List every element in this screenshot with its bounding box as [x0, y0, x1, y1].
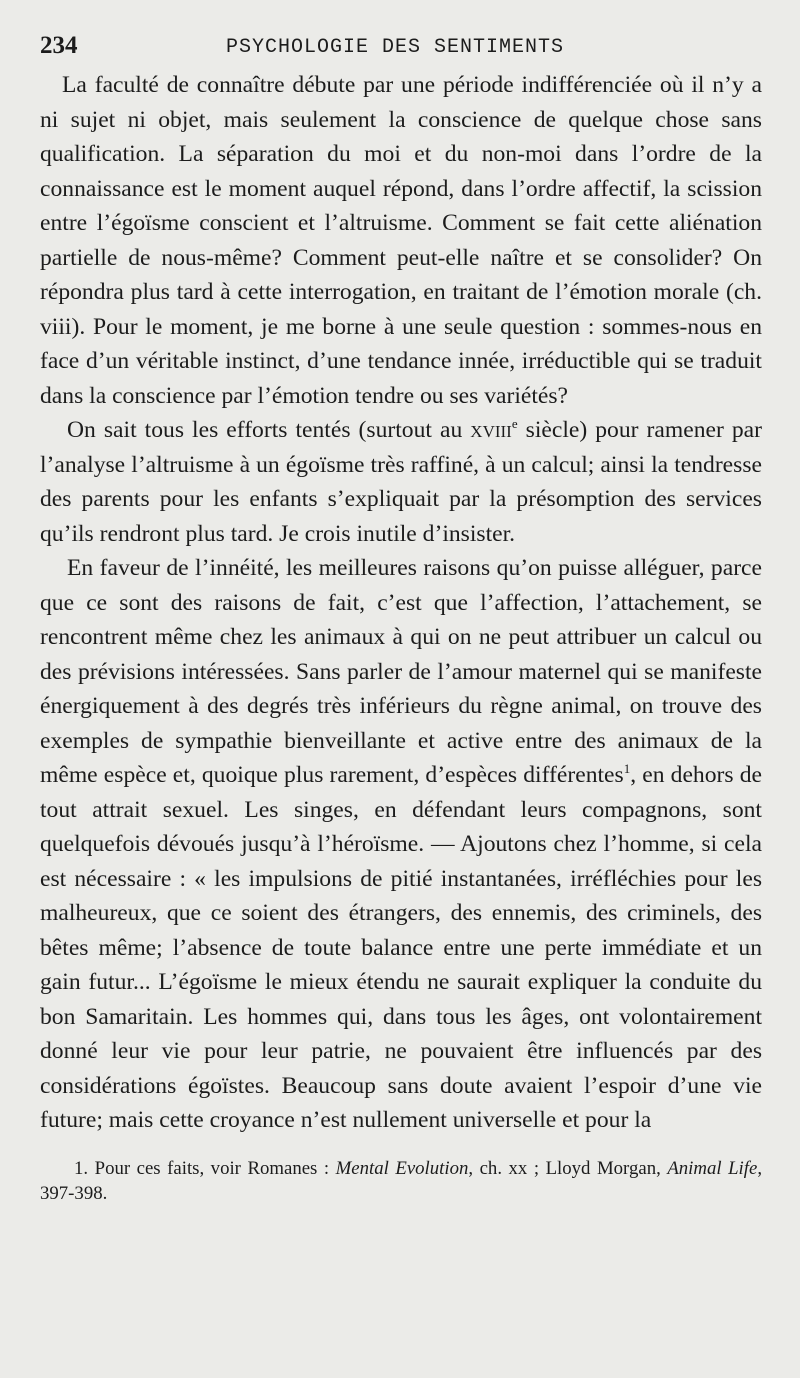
paragraph-3-text-b: , en dehors de tout attrait sexuel. Les singes, en défendant leurs compagnons, sont quelquefois dévoués jusqu’à l’héroïsme. — Ajoutons chez l’homme, si cela est nécessaire : « les impulsions de pitié instantanées, irréfléchies pour les malheureux, que ce soient des étrangers, des ennemis, des criminels, des bêtes même; l’absence de toute balance entre une perte immédiate et un gain futur... L’égoïsme le mieux étendu ne saurait expliquer la conduite du bon Samaritain. Les hommes qui, dans tous les âges, ont volontairement donné leur vie pour leur patrie, ne pouvaient être influencés par des considérations égoïstes. Beaucoup sans doute avaient l’espoir d’une vie future; mais cette croyance n’est nullement universelle et pour la [40, 762, 762, 1133]
paragraph-3 [40, 551, 762, 1138]
body-text [40, 68, 762, 1138]
footnote [40, 1156, 762, 1206]
paragraph-2 [40, 413, 762, 551]
page-number: 234 [40, 32, 78, 59]
footnote-number: 1. [74, 1157, 89, 1179]
paragraph-2-text-a: On sait tous les efforts tentés (surtout au [67, 417, 471, 443]
footnote-title-a: Mental Evolution [335, 1157, 469, 1179]
footnote-text-b: , ch. xx ; Lloyd Morgan, [468, 1157, 668, 1179]
paragraph-2-text-b: siècle) pour ramener par l’analyse l’altruisme à un égoïsme très raffiné, à un calcul; ainsi la tendresse des parents pour les enfants s’expliquait par la présomption des services qu’ils rendront plus tard. Je crois inutile d’insister. [40, 417, 762, 547]
footnote-text-c: , 397-398. [40, 1157, 763, 1204]
paragraph-1: La faculté de connaître débute par une période indifférenciée où il n’y a ni sujet ni objet, mais seulement la conscience de quelque chose sans qualification. La séparation du moi et du non-moi dans l’ordre de la connaissance est le moment auquel répond, dans l’ordre affectif, la scission entre l’égoïsme conscient et l’altruisme. Comment se fait cette aliénation partielle de nous-même? Comment peut-elle naître et se consolider? On répondra plus tard à cette interrogation, en traitant de l’émotion morale (ch. viii). Pour le moment, je me borne à une seule question : sommes-nous en face d’un véritable instinct, d’une tendance innée, irréductible qui se traduit dans la conscience par l’émotion tendre ou ses variétés? [40, 72, 762, 409]
running-title: PSYCHOLOGIE DES SENTIMENTS [226, 36, 565, 59]
page-header [40, 28, 762, 68]
century-numeral: xviii [470, 417, 512, 443]
footnote-title-b: Animal Life [667, 1157, 758, 1179]
paragraph-3-text-a: En faveur de l’innéité, les meilleures raisons qu’on puisse alléguer, parce que ce sont des raisons de fait, c’est que l’affection, l’attachement, se rencontrent même chez les animaux à qui on ne peut attribuer un calcul ou des prévisions intéressées. Sans parler de l’amour maternel qui se manifeste énergiquement à des degrés très inférieurs du règne animal, on trouve des exemples de sympathie bienveillante et active entre des animaux de la même espèce et, quoique plus rarement, d’espèces différentes [40, 555, 762, 788]
century-superscript: e [511, 416, 518, 431]
footnote-reference: 1 [623, 761, 631, 776]
footnote-text-a: Pour ces faits, voir Romanes : [94, 1157, 336, 1179]
